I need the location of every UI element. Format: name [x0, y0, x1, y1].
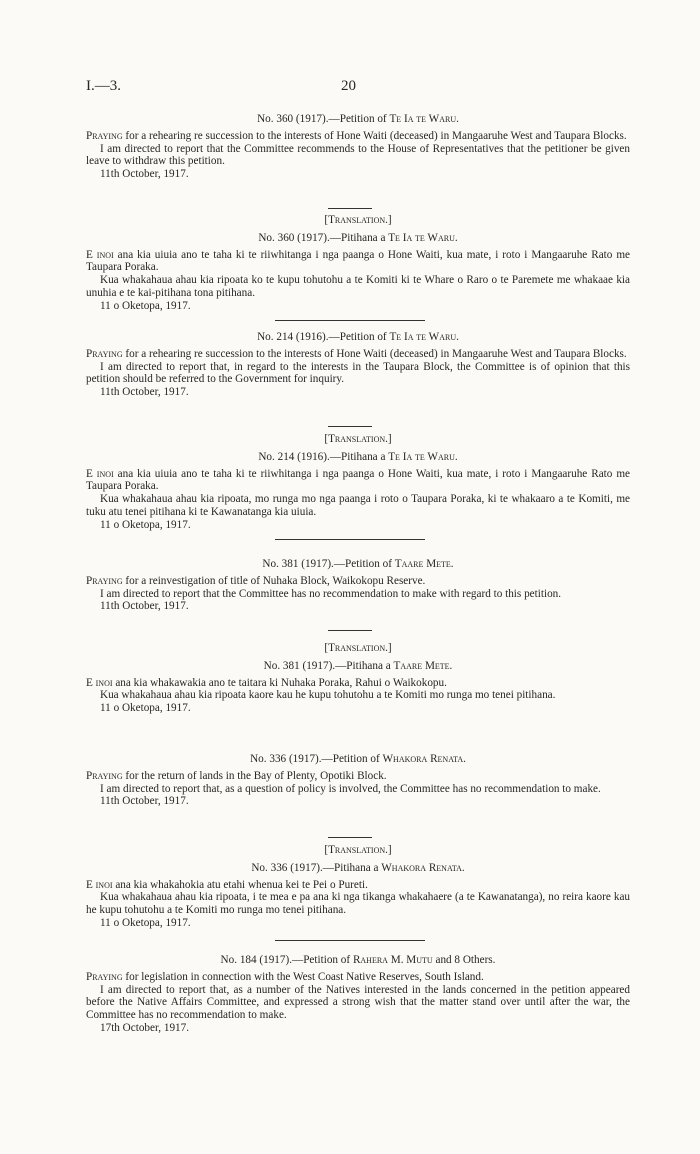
petition-date: 11th October, 1917.	[100, 600, 189, 613]
petition-prayer: E inoi ana kia uiuia ano te taha ki te riiwhitanga i nga paanga o Hone Waiti, kua mate, i roto i Mangaaruhe Rato me Taupara Poraka.	[86, 467, 630, 493]
petition-report: I am directed to report that, in regard to the interests in the Taupara Block, the Committee is of opinion that this petition should be referred to the Government for inquiry.	[86, 360, 630, 386]
petition-section	[86, 844, 630, 930]
section-divider	[328, 208, 372, 209]
petition-title: No. 360 (1917).—Pitihana a Te Ia te Waru.	[258, 231, 458, 244]
translation-label: [Translation.]	[324, 844, 392, 856]
petition-prayer: E inoi ana kia uiuia ano te taha ki te riiwhitanga i nga paanga o Hone Waiti, kua mate, i roto i Mangaaruhe Rato me Taupara Poraka.	[86, 248, 630, 274]
petition-prayer: Praying for the return of lands in the Bay of Plenty, Opotiki Block.	[86, 769, 387, 782]
petition-section	[86, 558, 630, 613]
petition-title: No. 336 (1917).—Pitihana a Whakora Renata.	[251, 861, 465, 874]
petition-title: No. 381 (1917).—Petition of Taare Mete.	[262, 558, 454, 570]
petition-date: 11th October, 1917.	[100, 795, 189, 808]
petition-date: 11 o Oketopa, 1917.	[100, 702, 191, 715]
petition-report: Kua whakahaua ahau kia ripoata ko te kupu tohutohu a te Komiti ki te Whare o Raro o te Paremete me whakaae kia unuhia e te kai-pitihana tona pitihana.	[86, 274, 630, 299]
section-divider	[275, 940, 425, 941]
petition-title: No. 214 (1916).—Pitihana a Te Ia te Waru.	[258, 450, 458, 463]
petition-report: I am directed to report that the Committee has no recommendation to make with regard to this petition.	[100, 587, 562, 600]
translation-label: [Translation.]	[324, 642, 392, 654]
petition-prayer: Praying for legislation in connection with the West Coast Native Reserves, South Island.	[86, 970, 484, 983]
petition-prayer: Praying for a rehearing re succession to the interests of Hone Waiti (deceased) in Mangaaruhe West and Taupara Blocks.	[86, 129, 627, 142]
petition-section	[86, 954, 630, 1035]
petition-report: I am directed to report that, as a number of the Natives interested in the lands concerned in the petition appeared before the Native Affairs Committee, and expressed a strong wish that the matter stand over until after the war, the Committee has no recommendation to make.	[86, 983, 630, 1022]
petition-prayer: E inoi ana kia whakahokia atu etahi whenua kei te Pei o Pureti.	[86, 878, 368, 891]
petition-report: I am directed to report that, as a question of policy is involved, the Committee has no recommendation to make.	[100, 782, 601, 795]
petition-title: No. 184 (1917).—Petition of Rahera M. Mutu and 8 Others.	[220, 954, 496, 966]
petition-report: I am directed to report that the Committee recommends to the House of Representatives that the petitioner be given leave to withdraw this petition.	[86, 142, 630, 168]
petition-date: 17th October, 1917.	[100, 1021, 190, 1034]
petition-date: 11 o Oketopa, 1917.	[100, 518, 191, 531]
paper-reference: I.—3.	[86, 78, 121, 94]
petition-prayer: Praying for a rehearing re succession to the interests of Hone Waiti (deceased) in Mangaaruhe West and Taupara Blocks.	[86, 347, 627, 360]
translation-label: [Translation.]	[324, 214, 392, 226]
petition-report: Kua whakahaua ahau kia ripoata, i te mea e pa ana ki nga tikanga whakahaere (a te Kawanatanga), no reira kaore kau he kupu tohutohu a te Komiti mo runga mo tenei pitihana.	[86, 891, 630, 917]
section-divider	[328, 426, 372, 427]
page-number: 20	[341, 78, 356, 94]
petition-title: No. 336 (1917).—Petition of Whakora Renata.	[250, 753, 466, 765]
petition-section	[86, 753, 630, 808]
petition-title: No. 381 (1917).—Pitihana a Taare Mete.	[263, 659, 453, 672]
petition-section	[86, 331, 630, 399]
section-divider	[275, 320, 425, 321]
petition-section	[86, 433, 630, 532]
petition-date: 11th October, 1917.	[100, 386, 189, 399]
petition-title: No. 214 (1916).—Petition of Te Ia te Waru.	[257, 331, 459, 343]
petition-date: 11th October, 1917.	[100, 168, 189, 181]
petition-report: Kua whakahaua ahau kia ripoata, mo runga mo nga paanga i roto o Taupara Poraka, ki te whakaaro a te Komiti, me tuku atu tenei pitihana ki te Kawanatanga kia uiuia.	[86, 493, 630, 518]
section-divider	[328, 837, 372, 838]
petition-section	[86, 642, 630, 715]
translation-label: [Translation.]	[324, 433, 392, 445]
petition-report: Kua whakahaua ahau kia ripoata kaore kau he kupu tohutohu a te Komiti mo runga mo tenei pitihana.	[100, 689, 556, 702]
petition-section	[86, 214, 630, 313]
petition-title: No. 360 (1917).—Petition of Te Ia te Waru.	[257, 113, 459, 125]
section-divider	[275, 539, 425, 540]
petition-prayer: E inoi ana kia whakawakia ano te taitara ki Nuhaka Poraka, Rahui o Waikokopu.	[86, 676, 447, 689]
petition-prayer: Praying for a reinvestigation of title of Nuhaka Block, Waikokopu Reserve.	[86, 574, 426, 587]
petition-date: 11 o Oketopa, 1917.	[100, 916, 191, 929]
petition-section	[86, 113, 630, 181]
petition-date: 11 o Oketopa, 1917.	[100, 299, 191, 312]
section-divider	[328, 630, 372, 631]
